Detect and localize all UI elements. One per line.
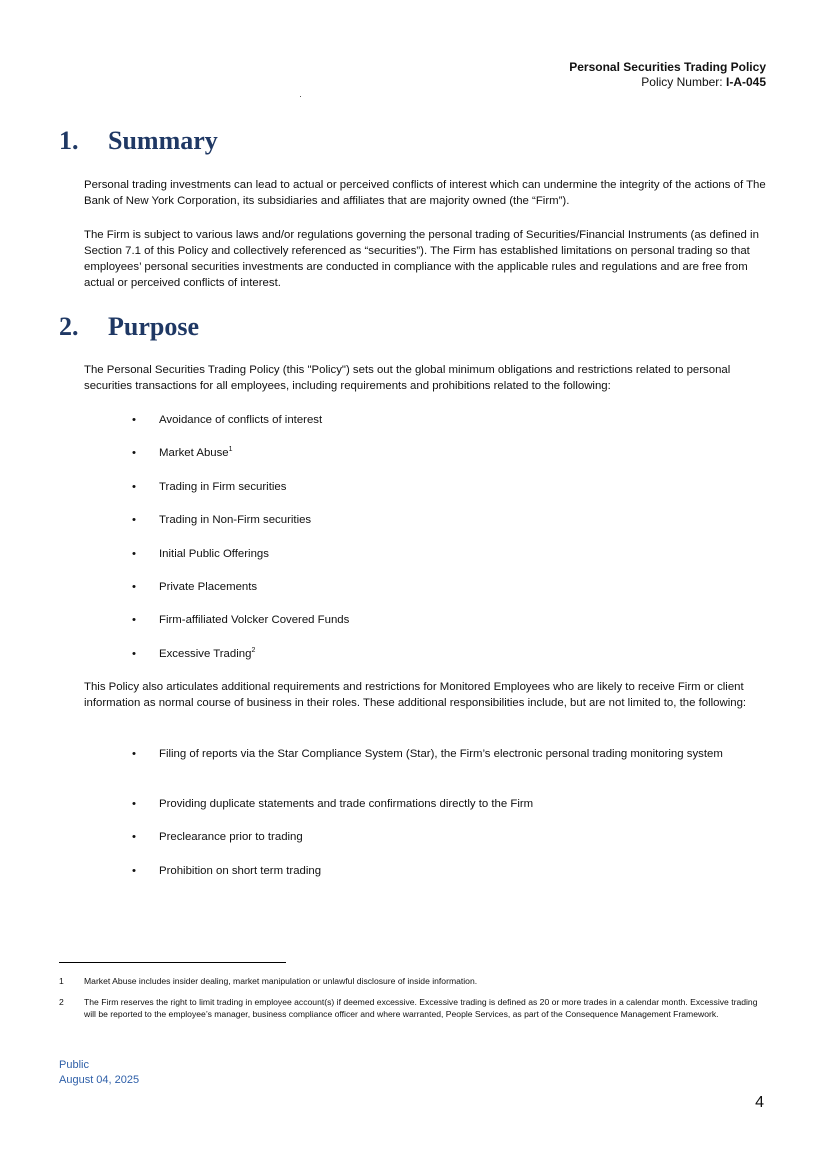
stray-dot xyxy=(300,96,301,97)
bullet-icon: • xyxy=(132,831,136,843)
footnote-separator xyxy=(59,962,286,963)
list-item-text: Excessive Trading$^2$ xyxy=(159,647,256,660)
policy-title: Personal Securities Trading Policy xyxy=(569,60,766,74)
bullet-icon: • xyxy=(132,748,136,760)
policy-number xyxy=(569,75,766,90)
section-number: 2. xyxy=(59,312,79,341)
summary-paragraph-2: The Firm is subject to various laws and/or regulations governing the personal trading of Securities/Financial Instruments (as defined in Section 7.1 of this Policy and collectively referenced as “securities”). The Firm has established limitations on personal trading so that employees’ personal securities investments are conducted in compliance with the applicable rules and regulations and are free from actual or perceived conflicts of interest. xyxy=(84,229,759,289)
list-item-text: Providing duplicate statements and trade confirmations directly to the Firm xyxy=(159,798,534,810)
classification-label: Public xyxy=(59,1059,89,1071)
purpose-paragraph-1: The Personal Securities Trading Policy (this "Policy") sets out the global minimum obligations and restrictions related to personal securities transactions for all employees, including requirements and prohibitions related to the following: xyxy=(84,364,731,392)
list-item-text: Prohibition on short term trading xyxy=(159,865,322,877)
policy-number-label: Policy Number: xyxy=(641,75,726,89)
bullet-icon: • xyxy=(132,447,136,459)
list-item-text: Initial Public Offerings xyxy=(159,548,269,560)
bullet-icon: • xyxy=(132,865,136,877)
list-item-text: Private Placements xyxy=(159,581,258,593)
bullet-icon: • xyxy=(132,614,136,626)
document-footer xyxy=(59,1058,139,1088)
section-heading-summary xyxy=(59,126,218,156)
section-number: 1. xyxy=(59,126,79,155)
policy-number-value: I-A-045 xyxy=(725,75,766,89)
footnote-number: 2 xyxy=(59,997,64,1007)
footnote-ref-2: 2 xyxy=(251,647,256,655)
list-item-text: Firm-affiliated Volcker Covered Funds xyxy=(159,614,350,626)
bullet-icon: • xyxy=(132,481,136,493)
footnote-text: The Firm reserves the right to limit trading in employee account(s) if deemed excessive. Excessive trading is defined as 20 or more trades in a calendar month. Excessive trading will be reported to the employee’s manager, business compliance officer and where warranted, People Services, as part of the Consequence Management Framework. xyxy=(84,997,758,1019)
purpose-paragraph-2: This Policy also articulates additional requirements and restrictions for Monitored Employees who are likely to receive Firm or client information as normal course of business in their roles. These additional responsibilities include, but are not limited to, the following: xyxy=(84,681,747,709)
footnote-ref-1: 1 xyxy=(228,446,233,454)
page-number: 4 xyxy=(755,1094,764,1111)
footnote-text: Market Abuse includes insider dealing, market manipulation or unlawful disclosure of inside information. xyxy=(84,976,478,986)
section-heading-purpose xyxy=(59,312,199,342)
bullet-icon: • xyxy=(132,581,136,593)
bullet-icon: • xyxy=(132,798,136,810)
list-item-text: Filing of reports via the Star Compliance System (Star), the Firm’s electronic personal trading monitoring system xyxy=(159,748,723,760)
bullet-icon: • xyxy=(132,648,136,660)
document-header xyxy=(569,60,766,90)
section-title: Summary xyxy=(108,126,218,155)
bullet-icon: • xyxy=(132,548,136,560)
list-item-text: Market Abuse$^1$ xyxy=(159,446,233,459)
bullet-icon: • xyxy=(132,414,136,426)
list-item-text: Avoidance of conflicts of interest xyxy=(159,414,323,426)
list-item-text: Preclearance prior to trading xyxy=(159,831,303,843)
summary-paragraph-1: Personal trading investments can lead to actual or perceived conflicts of interest which can undermine the integrity of the actions of The Bank of New York Corporation, its subsidiaries and affiliates that are majority owned (the “Firm”). xyxy=(84,179,766,207)
footnote-number: 1 xyxy=(59,976,64,986)
section-title: Purpose xyxy=(108,312,199,341)
list-item-text: Trading in Non-Firm securities xyxy=(159,514,312,526)
document-date: August 04, 2025 xyxy=(59,1074,140,1086)
bullet-icon: • xyxy=(132,514,136,526)
list-item-text: Trading in Firm securities xyxy=(159,481,287,493)
